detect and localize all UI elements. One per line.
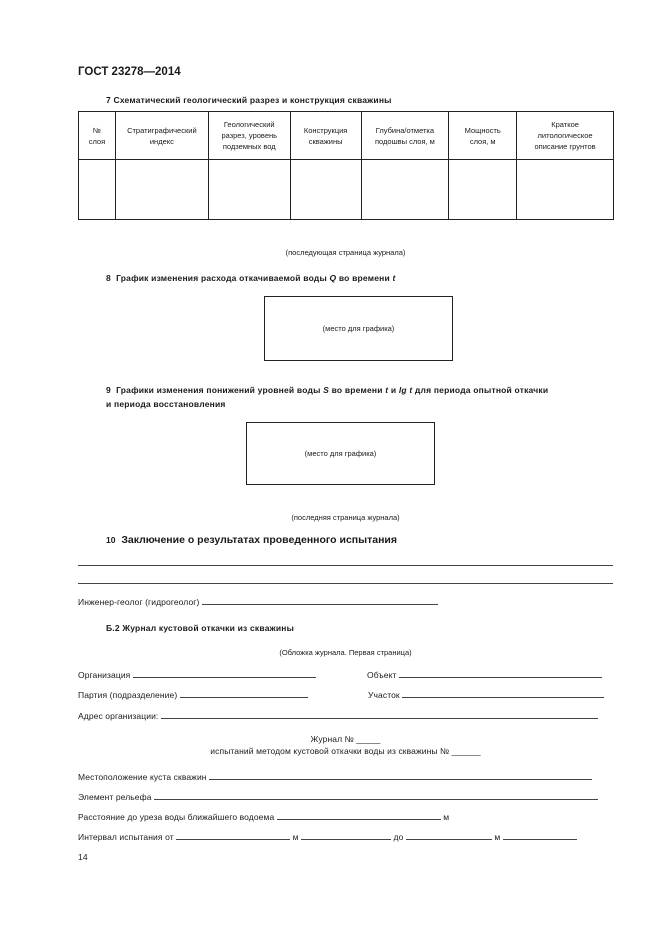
document-header: ГОСТ 23278—2014 [78, 66, 181, 78]
journal-number-line: Журнал № _____ [310, 734, 381, 744]
table-header-row [79, 112, 614, 160]
interval-end-input-line[interactable] [503, 830, 577, 840]
col-header-geo-section: Геологический разрез, уровень подземных вод [208, 112, 290, 160]
area-field: Участок [368, 688, 604, 700]
table-cell[interactable] [449, 160, 517, 220]
graph-placeholder-8: (место для графика) [264, 296, 453, 361]
area-input-line[interactable] [402, 688, 604, 698]
last-page-note: (последняя страница журнала) [291, 513, 400, 522]
interval-to-input-line[interactable] [406, 830, 492, 840]
location-field: Местоположение куста скважин [78, 770, 592, 782]
object-input-line[interactable] [399, 668, 602, 678]
section-7-title: 7 Схематический геологический разрез и конструкция скважины [106, 95, 392, 105]
engineer-input-line[interactable] [202, 595, 438, 605]
object-field: Объект [367, 668, 602, 680]
address-input-line[interactable] [161, 709, 598, 719]
col-header-description: Краткое литологическое описание грунтов [517, 112, 614, 160]
b2-title: Б.2 Журнал кустовой откачки из скважины [106, 623, 295, 633]
col-header-depth: Глубина/отметка подошвы слоя, м [361, 112, 449, 160]
organization-input-line[interactable] [133, 668, 316, 678]
interval-field: Интервал испытания от м до м [78, 830, 577, 842]
col-header-well-design: Конструкция скважины [290, 112, 361, 160]
section-8-title: 8 График изменения расхода откачиваемой воды Q во времени t [106, 273, 396, 283]
distance-input-line[interactable] [277, 810, 441, 820]
section-9-title: 9 Графики изменения понижений уровней воды S во времени t и lg t для периода опытной откачки [106, 385, 549, 395]
relief-field: Элемент рельефа [78, 790, 598, 802]
organization-field: Организация [78, 668, 316, 680]
journal-subtitle-line: испытаний методом кустовой откачки воды из скважины № ______ [210, 746, 481, 756]
table-cell[interactable] [79, 160, 116, 220]
table-cell[interactable] [517, 160, 614, 220]
cover-note: (Обложка журнала. Первая страница) [279, 648, 412, 657]
table-row [79, 160, 614, 220]
col-header-thickness: Мощность слоя, м [449, 112, 517, 160]
table-cell[interactable] [115, 160, 208, 220]
party-field: Партия (подразделение) [78, 688, 308, 700]
col-header-strat-index: Стратиграфический индекс [115, 112, 208, 160]
table-cell[interactable] [290, 160, 361, 220]
party-input-line[interactable] [180, 688, 308, 698]
next-page-note: (последующая страница журнала) [285, 248, 406, 257]
graph-placeholder-9: (место для графика) [246, 422, 435, 485]
address-field: Адрес организации: [78, 709, 598, 721]
interval-from-input-line[interactable] [176, 830, 290, 840]
conclusion-line-2[interactable] [78, 583, 613, 584]
page-number: 14 [78, 852, 88, 862]
engineer-field: Инженер-геолог (гидрогеолог) [78, 595, 438, 607]
interval-mid-input-line[interactable] [301, 830, 391, 840]
section-9-title-line2: и периода восстановления [106, 399, 226, 409]
location-input-line[interactable] [209, 770, 592, 780]
geology-table [78, 111, 614, 220]
section-10-title: 10 Заключение о результатах проведенного испытания [106, 534, 398, 546]
conclusion-line-1[interactable] [78, 565, 613, 566]
table-cell[interactable] [208, 160, 290, 220]
table-cell[interactable] [361, 160, 449, 220]
relief-input-line[interactable] [154, 790, 598, 800]
distance-field: Расстояние до уреза воды ближайшего водоема м [78, 812, 450, 822]
col-header-layer-no: № слоя [79, 112, 116, 160]
